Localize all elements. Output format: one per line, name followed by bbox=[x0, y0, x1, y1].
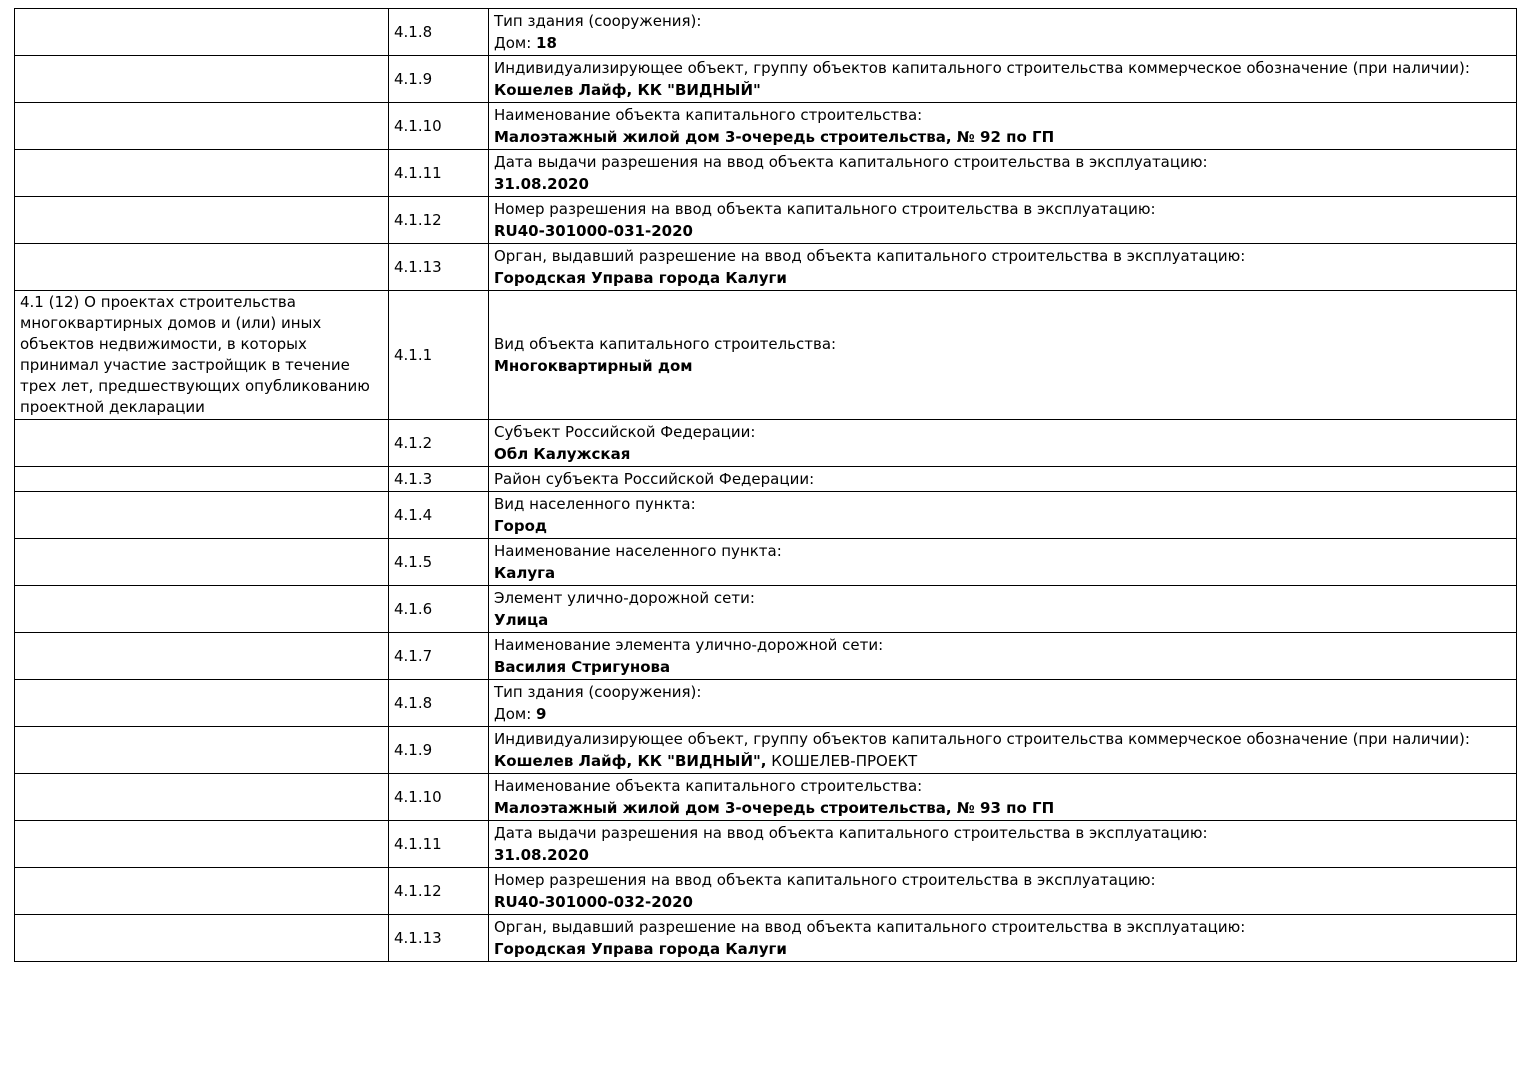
section-cell bbox=[15, 150, 389, 197]
code-cell: 4.1.5 bbox=[389, 539, 489, 586]
code-cell: 4.1.10 bbox=[389, 103, 489, 150]
field-value-bold: Кошелев Лайф, КК "ВИДНЫЙ" bbox=[494, 81, 761, 99]
code-cell: 4.1.4 bbox=[389, 492, 489, 539]
code-cell: 4.1.7 bbox=[389, 633, 489, 680]
section-cell bbox=[15, 680, 389, 727]
code-cell: 4.1.9 bbox=[389, 727, 489, 774]
field-value-prefix: Дом: bbox=[494, 705, 537, 723]
section-cell bbox=[15, 9, 389, 56]
detail-cell bbox=[489, 492, 1517, 539]
detail-cell bbox=[489, 244, 1517, 291]
field-value bbox=[494, 750, 1511, 772]
field-value-bold: Кошелев Лайф, КК "ВИДНЫЙ", bbox=[494, 752, 767, 770]
table-row bbox=[15, 586, 1517, 633]
field-value-bold: Улица bbox=[494, 611, 549, 629]
section-cell bbox=[15, 727, 389, 774]
field-value bbox=[494, 562, 1511, 584]
field-value bbox=[494, 126, 1511, 148]
table-row bbox=[15, 56, 1517, 103]
field-value bbox=[494, 220, 1511, 242]
code-cell: 4.1.11 bbox=[389, 150, 489, 197]
field-value bbox=[494, 797, 1511, 819]
table-row bbox=[15, 680, 1517, 727]
section-cell bbox=[15, 868, 389, 915]
declaration-table bbox=[14, 8, 1517, 962]
code-cell: 4.1.12 bbox=[389, 868, 489, 915]
code-cell: 4.1.2 bbox=[389, 420, 489, 467]
code-cell: 4.1.1 bbox=[389, 291, 489, 420]
code-cell: 4.1.8 bbox=[389, 680, 489, 727]
field-label: Вид населенного пункта: bbox=[494, 495, 696, 513]
field-value-bold: Малоэтажный жилой дом 3-очередь строительства, № 92 по ГП bbox=[494, 128, 1055, 146]
detail-cell bbox=[489, 727, 1517, 774]
section-cell bbox=[15, 56, 389, 103]
field-value-bold: 31.08.2020 bbox=[494, 846, 589, 864]
field-value-bold: Городская Управа города Калуги bbox=[494, 940, 787, 958]
section-cell bbox=[15, 244, 389, 291]
field-value-bold: RU40-301000-032-2020 bbox=[494, 893, 693, 911]
table-row bbox=[15, 633, 1517, 680]
code-cell: 4.1.12 bbox=[389, 197, 489, 244]
field-label: Наименование элемента улично-дорожной сети: bbox=[494, 636, 884, 654]
section-cell bbox=[15, 633, 389, 680]
field-value bbox=[494, 891, 1511, 913]
table-row bbox=[15, 821, 1517, 868]
detail-cell bbox=[489, 774, 1517, 821]
detail-cell bbox=[489, 150, 1517, 197]
code-cell: 4.1.13 bbox=[389, 244, 489, 291]
field-label: Орган, выдавший разрешение на ввод объекта капитального строительства в эксплуатацию: bbox=[494, 918, 1246, 936]
field-label: Номер разрешения на ввод объекта капитального строительства в эксплуатацию: bbox=[494, 200, 1156, 218]
table-row bbox=[15, 868, 1517, 915]
field-label: Тип здания (сооружения): bbox=[494, 683, 702, 701]
field-value bbox=[494, 656, 1511, 678]
field-value bbox=[494, 79, 1511, 101]
field-value-bold: Город bbox=[494, 517, 548, 535]
field-label: Вид объекта капитального строительства: bbox=[494, 335, 837, 353]
detail-cell bbox=[489, 633, 1517, 680]
field-value-bold: 31.08.2020 bbox=[494, 175, 589, 193]
code-cell: 4.1.8 bbox=[389, 9, 489, 56]
section-cell bbox=[15, 586, 389, 633]
field-value-bold: 9 bbox=[536, 705, 547, 723]
field-value-bold: RU40-301000-031-2020 bbox=[494, 222, 693, 240]
field-label: Индивидуализирующее объект, группу объектов капитального строительства коммерческое обозначение (при наличии): bbox=[494, 730, 1470, 748]
detail-cell bbox=[489, 539, 1517, 586]
section-cell bbox=[15, 291, 389, 420]
section-cell bbox=[15, 821, 389, 868]
field-label: Индивидуализирующее объект, группу объектов капитального строительства коммерческое обозначение (при наличии): bbox=[494, 59, 1470, 77]
table-row bbox=[15, 774, 1517, 821]
field-value-prefix: Дом: bbox=[494, 34, 537, 52]
detail-cell bbox=[489, 915, 1517, 962]
section-cell bbox=[15, 103, 389, 150]
table-row bbox=[15, 492, 1517, 539]
field-value-bold: 18 bbox=[536, 34, 557, 52]
field-value bbox=[494, 443, 1511, 465]
field-label: Наименование населенного пункта: bbox=[494, 542, 782, 560]
table-row bbox=[15, 150, 1517, 197]
code-cell: 4.1.3 bbox=[389, 467, 489, 492]
field-value bbox=[494, 515, 1511, 537]
table-row bbox=[15, 9, 1517, 56]
field-label: Район субъекта Российской Федерации: bbox=[494, 470, 815, 488]
code-cell: 4.1.13 bbox=[389, 915, 489, 962]
field-value-bold: Калуга bbox=[494, 564, 556, 582]
field-value bbox=[494, 32, 1511, 54]
code-cell: 4.1.10 bbox=[389, 774, 489, 821]
detail-cell bbox=[489, 467, 1517, 492]
detail-cell bbox=[489, 821, 1517, 868]
detail-cell bbox=[489, 103, 1517, 150]
code-cell: 4.1.9 bbox=[389, 56, 489, 103]
field-label: Субъект Российской Федерации: bbox=[494, 423, 756, 441]
field-label: Тип здания (сооружения): bbox=[494, 12, 702, 30]
detail-cell bbox=[489, 9, 1517, 56]
field-value-bold: Городская Управа города Калуги bbox=[494, 269, 787, 287]
field-value bbox=[494, 267, 1511, 289]
detail-cell bbox=[489, 56, 1517, 103]
declaration-table-body bbox=[15, 9, 1517, 962]
detail-cell bbox=[489, 291, 1517, 420]
section-cell bbox=[15, 539, 389, 586]
field-value-bold: Василия Стригунова bbox=[494, 658, 671, 676]
table-row bbox=[15, 467, 1517, 492]
section-cell bbox=[15, 915, 389, 962]
field-label: Элемент улично-дорожной сети: bbox=[494, 589, 755, 607]
detail-cell bbox=[489, 680, 1517, 727]
field-value-bold: Малоэтажный жилой дом 3-очередь строительства, № 93 по ГП bbox=[494, 799, 1055, 817]
table-row bbox=[15, 291, 1517, 420]
table-row bbox=[15, 244, 1517, 291]
field-label: Дата выдачи разрешения на ввод объекта капитального строительства в эксплуатацию: bbox=[494, 824, 1208, 842]
section-cell bbox=[15, 492, 389, 539]
table-row bbox=[15, 420, 1517, 467]
field-label: Наименование объекта капитального строительства: bbox=[494, 106, 923, 124]
field-label: Наименование объекта капитального строительства: bbox=[494, 777, 923, 795]
section-cell bbox=[15, 420, 389, 467]
table-row bbox=[15, 915, 1517, 962]
field-label: Номер разрешения на ввод объекта капитального строительства в эксплуатацию: bbox=[494, 871, 1156, 889]
field-value-bold: Многоквартирный дом bbox=[494, 357, 693, 375]
detail-cell bbox=[489, 586, 1517, 633]
section-cell bbox=[15, 197, 389, 244]
table-row bbox=[15, 727, 1517, 774]
field-value bbox=[494, 355, 1511, 377]
section-cell bbox=[15, 467, 389, 492]
section-label: 4.1 (12) О проектах строительства многоквартирных домов и (или) иных объектов недвижимости, в которых принимал участие застройщик в течение трех лет, предшествующих опубликованию проектной декларации bbox=[20, 293, 370, 416]
code-cell: 4.1.11 bbox=[389, 821, 489, 868]
field-value bbox=[494, 844, 1511, 866]
field-value-tail: КОШЕЛЕВ-ПРОЕКТ bbox=[766, 752, 918, 770]
detail-cell bbox=[489, 420, 1517, 467]
code-cell: 4.1.6 bbox=[389, 586, 489, 633]
field-value-bold: Обл Калужская bbox=[494, 445, 631, 463]
table-row bbox=[15, 197, 1517, 244]
table-row bbox=[15, 103, 1517, 150]
field-value bbox=[494, 609, 1511, 631]
detail-cell bbox=[489, 197, 1517, 244]
field-value bbox=[494, 173, 1511, 195]
detail-cell bbox=[489, 868, 1517, 915]
field-label: Дата выдачи разрешения на ввод объекта капитального строительства в эксплуатацию: bbox=[494, 153, 1208, 171]
field-value bbox=[494, 938, 1511, 960]
section-cell bbox=[15, 774, 389, 821]
field-label: Орган, выдавший разрешение на ввод объекта капитального строительства в эксплуатацию: bbox=[494, 247, 1246, 265]
field-value bbox=[494, 703, 1511, 725]
table-row bbox=[15, 539, 1517, 586]
